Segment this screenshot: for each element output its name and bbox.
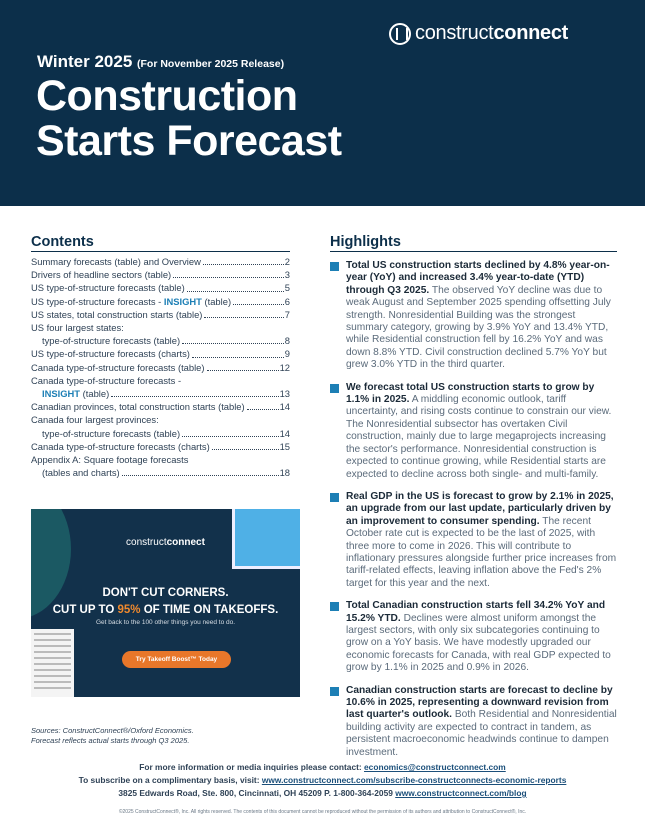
toc-label: (tables and charts) xyxy=(42,467,120,479)
toc-label: Drivers of headline sectors (table) xyxy=(31,269,172,281)
toc-page: 9 xyxy=(284,348,290,360)
toc-page: 5 xyxy=(284,282,290,294)
highlight-lead: Total Canadian construction starts fell 34.2% YoY and 15.2% YTD. xyxy=(346,600,606,624)
bullet-square-icon xyxy=(330,602,339,611)
highlights-section xyxy=(330,234,617,769)
cover-header xyxy=(0,0,645,206)
bullet-square-icon xyxy=(330,493,339,502)
toc-leader xyxy=(182,334,284,344)
logo-text-bold: connect xyxy=(493,22,569,44)
toc-label xyxy=(42,387,109,400)
takeoff-sheet-image xyxy=(31,629,74,697)
toc-page: 14 xyxy=(279,427,290,439)
toc-item[interactable] xyxy=(31,334,290,347)
highlight-item xyxy=(330,382,617,481)
toc-label: type-of-structure forecasts (table) xyxy=(42,427,181,439)
highlight-lead: Real GDP in the US is forecast to grow by 2.1% in 2025, an upgrade from our last update, particularly driven by an improvement to consumer spending. xyxy=(346,490,614,527)
toc-item[interactable] xyxy=(31,427,290,440)
toc-item[interactable] xyxy=(31,400,290,413)
toc-label: US states, total construction starts (table) xyxy=(31,308,203,320)
ad-logo-bold: connect xyxy=(166,537,205,548)
highlight-text: Both Residential and Nonresidential building activity are expected to contract in tandem, as persistent macroeconomic headwinds continue to dampen investment. xyxy=(346,709,617,758)
toc-page: 8 xyxy=(284,335,290,347)
footer-contact xyxy=(0,761,645,800)
toc-item[interactable] xyxy=(31,268,290,281)
highlight-text: Declines were almost uniform amongst the largest sectors, with only six subcategories continuing to grow on a YoY basis. We have modestly upgraded our economic forecasts for Canada, with real GDP expected to grow by 1.1% in 2025 and 0.9% in 2026. xyxy=(346,612,611,674)
sources-line: Sources: ConstructConnect®/Oxford Economics. xyxy=(31,726,194,735)
toc-item[interactable] xyxy=(31,361,290,374)
toc-label: Canada type-of-structure forecasts - xyxy=(31,374,182,386)
highlight-text: The observed YoY decline was due to weak August and September 2025 spending offsetting July strength. Nonresidential Building was the strongest summary category, growing by 3.9% YoY and 13.4% YTD, while Residential construction fell by 16.2% YoY and was down 8.8% YTD. Civil construction declined 5.7% YoY but grew 3.0% YTD in the third quarter. xyxy=(346,284,611,371)
sources-note xyxy=(31,726,194,746)
toc-item[interactable] xyxy=(31,347,290,360)
title-line-2: Starts Forecast xyxy=(36,117,342,165)
edition-label xyxy=(37,52,284,72)
toc-item[interactable] xyxy=(31,440,290,453)
toc-item[interactable] xyxy=(31,387,290,400)
highlight-lead: We forecast total US construction starts to grow by 1.1% in 2025. xyxy=(346,381,595,406)
subscribe-link[interactable]: www.constructconnect.com/subscribe-constructconnects-economic-reports xyxy=(261,775,567,785)
ad-logo xyxy=(31,537,300,548)
highlight-text: The recent October rate cut is expected to be the last of 2025, with three more to come in 2026. This will contribute to inflationary pressures alongside further price increases from tariff-related effects, leaving inflation above the Fed's 2% target for this year and the next. xyxy=(346,515,617,589)
toc-label-post: (table) xyxy=(201,295,232,307)
ad-headline-2-post: OF TIME ON TAKEOFFS. xyxy=(140,604,279,616)
toc-item[interactable] xyxy=(31,281,290,294)
toc-label: Canada type-of-structure forecasts (charts) xyxy=(31,440,210,452)
highlight-item xyxy=(330,260,617,372)
toc-page: 7 xyxy=(284,308,290,320)
toc-label: US type-of-structure forecasts (charts) xyxy=(31,348,190,360)
ad-headline xyxy=(31,585,300,619)
highlight-lead: Total US construction starts declined by 4.8% year-on-year (YoY) and increased 3.4% year-to-date (YTD) through Q3 2025. xyxy=(346,260,610,296)
toc-label-post: (table) xyxy=(80,388,110,400)
address: 3825 Edwards Road, Ste. 800, Cincinnati, OH 45209 P. 1-800-364-2059 xyxy=(118,788,396,798)
ad-highlight: 95% xyxy=(117,604,141,616)
toc-item-heading[interactable] xyxy=(31,453,290,466)
toc-item-heading[interactable] xyxy=(31,374,290,387)
edition: Winter 2025 xyxy=(37,52,133,71)
title-line-1: Construction xyxy=(36,72,298,120)
insight-tag: INSIGHT xyxy=(163,295,202,307)
toc-leader xyxy=(203,255,284,265)
toc-page: 2 xyxy=(284,256,290,267)
bullet-square-icon xyxy=(330,384,339,393)
toc-item[interactable] xyxy=(31,308,290,321)
highlight-item xyxy=(330,600,617,674)
ad-headline-1: DON'T CUT CORNERS. xyxy=(102,587,229,599)
toc-leader xyxy=(192,347,284,357)
highlight-item xyxy=(330,685,617,759)
toc-page: 3 xyxy=(284,269,290,281)
toc-item-heading[interactable] xyxy=(31,413,290,426)
bullet-square-icon xyxy=(330,262,339,271)
toc-leader xyxy=(122,466,279,476)
logo-mark-icon xyxy=(389,23,411,45)
ad-subtext: Get back to the 100 other things you need to do. xyxy=(95,619,236,626)
toc-page: 14 xyxy=(279,401,290,413)
ad-headline-2 xyxy=(31,602,300,619)
logo-text-light: construct xyxy=(415,22,494,44)
email-link[interactable]: economics@constructconnect.com xyxy=(364,762,506,772)
release-note: (For November 2025 Release) xyxy=(137,58,285,70)
toc-leader xyxy=(204,308,283,318)
toc-label: Canada four largest provinces: xyxy=(31,414,159,426)
takeoff-boost-ad[interactable] xyxy=(31,509,300,697)
toc-leader xyxy=(233,295,284,305)
blog-link[interactable]: www.constructconnect.com/blog xyxy=(395,788,527,798)
toc-label: Appendix A: Square footage forecasts xyxy=(31,454,189,466)
try-takeoff-boost-button[interactable]: Try Takeoff Boost™ Today xyxy=(122,651,231,668)
contact-text: For more information or media inquiries please contact: xyxy=(139,762,365,772)
toc-label: type-of-structure forecasts (table) xyxy=(42,335,181,347)
toc-leader xyxy=(173,268,284,278)
toc-label: Canada type-of-structure forecasts (table) xyxy=(31,361,205,373)
toc-page: 13 xyxy=(279,388,290,400)
toc-item[interactable] xyxy=(31,466,290,479)
forecast-note: Forecast reflects actual starts through Q3 2025. xyxy=(31,736,190,745)
toc-label xyxy=(31,295,231,308)
ad-logo-light: construct xyxy=(126,537,167,548)
contents-heading: Contents xyxy=(31,234,290,252)
toc-item[interactable] xyxy=(31,255,290,268)
ad-headline-2-pre: CUT UP TO xyxy=(52,604,118,616)
copyright: ©2025 ConstructConnect®, Inc. All rights reserved. The contents of this document cannot be reproduced without the permission of its authors and attribution to ConstructConnect®, Inc. xyxy=(118,809,527,815)
toc-leader xyxy=(111,387,278,397)
toc-page: 12 xyxy=(279,361,290,373)
toc-leader xyxy=(182,427,278,437)
bullet-square-icon xyxy=(330,687,339,696)
highlights-heading: Highlights xyxy=(330,234,617,252)
toc-item-heading[interactable] xyxy=(31,321,290,334)
toc-item[interactable] xyxy=(31,295,290,308)
highlight-text: A middling economic outlook, tariff uncertainty, and rising costs continue to constrain our view. The Nonresidential subsector has overtaken Civil construction, mainly due to large megaprojects increasing the sector's performance. Nonresidential construction is expected to continue growing, while Residential starts are expected to decline across both single- and multi-family. xyxy=(346,394,612,480)
toc-label: US four largest states: xyxy=(31,322,124,334)
toc-leader xyxy=(187,281,284,291)
toc-label: US type-of-structure forecasts (table) xyxy=(31,282,185,294)
toc-label-pre: US type-of-structure forecasts - xyxy=(31,295,164,307)
page-title xyxy=(36,74,342,164)
toc-page: 15 xyxy=(279,440,290,452)
toc-leader xyxy=(212,440,279,450)
toc-page: 18 xyxy=(279,467,290,479)
toc-label: Canadian provinces, total construction starts (table) xyxy=(31,401,245,413)
table-of-contents xyxy=(31,234,290,479)
toc-leader xyxy=(207,361,279,371)
highlight-item xyxy=(330,491,617,590)
toc-page: 6 xyxy=(284,295,290,307)
toc-leader xyxy=(247,400,279,410)
insight-tag: INSIGHT xyxy=(42,388,81,400)
constructconnect-logo xyxy=(389,22,568,45)
highlight-lead: Canadian construction starts are forecast to decline by 10.6% in 2025, representing a downward revision from last quarter's outlook. xyxy=(346,684,613,721)
subscribe-text: To subscribe on a complimentary basis, visit: xyxy=(78,775,262,785)
toc-label: Summary forecasts (table) and Overview xyxy=(31,256,201,267)
